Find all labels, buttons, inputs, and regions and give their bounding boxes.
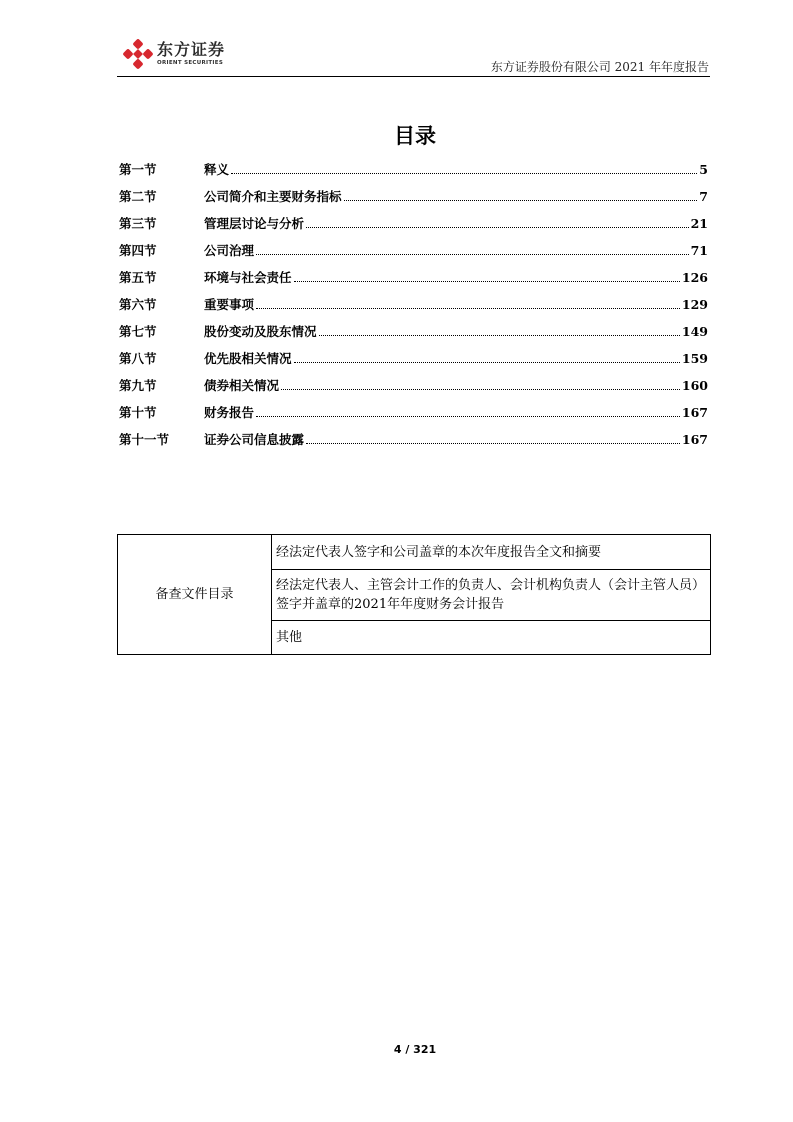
toc-dot-leader [294, 361, 680, 363]
toc-dot-leader [306, 226, 689, 228]
toc-section-name: 证券公司信息披露 [204, 432, 305, 447]
toc-page-number: 7 [699, 189, 708, 204]
toc-entry[interactable] [119, 295, 708, 322]
toc-dot-leader [344, 199, 698, 201]
toc-section-name: 股份变动及股东情况 [204, 324, 317, 339]
toc-section-number: 第七节 [119, 324, 157, 339]
logo-chinese-name: 东方证券 [157, 39, 226, 59]
toc-page-number: 159 [681, 351, 708, 366]
toc-section-name: 债券相关情况 [204, 378, 280, 393]
toc-dot-leader [256, 253, 689, 255]
toc-section-number: 第四节 [119, 243, 157, 258]
orient-logo-icon [123, 39, 153, 69]
toc-section-number: 第十节 [119, 405, 157, 420]
toc-dot-leader [306, 442, 680, 444]
toc-entry[interactable] [119, 214, 708, 241]
header-divider [117, 76, 710, 77]
toc-dot-leader [256, 307, 680, 309]
toc-entry[interactable] [119, 187, 708, 214]
toc-title: 目录 [394, 124, 436, 148]
toc-page-number: 21 [690, 216, 708, 231]
logo-english-name: ORIENT SECURITIES [157, 59, 224, 66]
report-title: 东方证券股份有限公司 2021 年年度报告 [490, 60, 709, 74]
page-number: 4 / 321 [393, 1043, 437, 1056]
toc-dot-leader [281, 388, 680, 390]
toc-section-name: 优先股相关情况 [204, 351, 292, 366]
toc-entry[interactable] [119, 268, 708, 295]
table-of-contents [119, 160, 708, 457]
toc-entry[interactable] [119, 160, 708, 187]
toc-section-number: 第九节 [119, 378, 157, 393]
toc-dot-leader [256, 415, 680, 417]
toc-dot-leader [231, 172, 697, 174]
toc-entry[interactable] [119, 241, 708, 268]
toc-page-number: 71 [690, 243, 708, 258]
toc-page-number: 160 [681, 378, 708, 393]
toc-dot-leader [319, 334, 680, 336]
toc-entry[interactable] [119, 349, 708, 376]
toc-section-name: 释义 [204, 162, 230, 177]
toc-section-name: 环境与社会责任 [204, 270, 292, 285]
reference-doc-item: 经法定代表人签字和公司盖章的本次年度报告全文和摘要 [272, 535, 711, 570]
toc-section-name: 公司简介和主要财务指标 [204, 189, 342, 204]
toc-entry[interactable] [119, 376, 708, 403]
toc-entry[interactable] [119, 430, 708, 457]
toc-page-number: 126 [681, 270, 708, 285]
reference-doc-item: 经法定代表人、主管会计工作的负责人、会计机构负责人（会计主管人员）签字并盖章的2021年年度财务会计报告 [272, 570, 711, 621]
toc-section-number: 第八节 [119, 351, 157, 366]
toc-page-number: 5 [699, 162, 708, 177]
toc-page-number: 149 [681, 324, 708, 339]
toc-section-number: 第六节 [119, 297, 157, 312]
toc-section-name: 财务报告 [204, 405, 255, 420]
toc-page-number: 167 [681, 432, 708, 447]
reference-documents-table [117, 534, 711, 655]
toc-section-number: 第十一节 [119, 432, 170, 447]
toc-section-name: 管理层讨论与分析 [204, 216, 305, 231]
toc-section-number: 第三节 [119, 216, 157, 231]
toc-dot-leader [294, 280, 680, 282]
toc-entry[interactable] [119, 403, 708, 430]
toc-page-number: 129 [681, 297, 708, 312]
toc-section-number: 第二节 [119, 189, 157, 204]
toc-section-number: 第一节 [119, 162, 157, 177]
toc-page-number: 167 [681, 405, 708, 420]
toc-section-number: 第五节 [119, 270, 157, 285]
company-logo [123, 37, 233, 71]
toc-section-name: 重要事项 [204, 297, 255, 312]
table-row [118, 535, 711, 570]
reference-docs-label: 备查文件目录 [118, 535, 272, 655]
toc-section-name: 公司治理 [204, 243, 255, 258]
reference-doc-item: 其他 [272, 621, 711, 655]
toc-entry[interactable] [119, 322, 708, 349]
